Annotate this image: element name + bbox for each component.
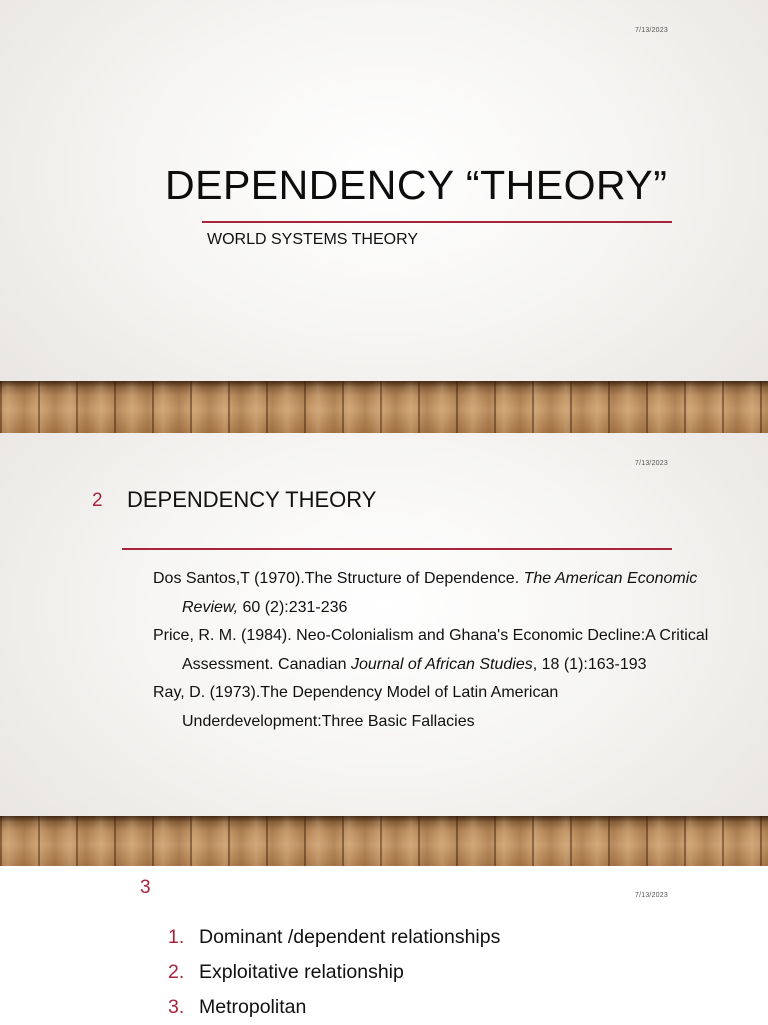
list-item-label: Metropolitan (199, 996, 307, 1018)
slide-2-number: 2 (92, 490, 103, 511)
list-item-number: 1. (168, 926, 185, 948)
reference-list (153, 565, 743, 736)
slide-3-number: 3 (140, 877, 151, 898)
list-item (168, 990, 500, 1025)
reference-item: Dos Santos,T (1970).The Structure of Dependence. The American Economic Review, 60 (2):231-236 (153, 570, 698, 616)
slide-2-title: DEPENDENCY THEORY (127, 487, 377, 512)
slide-1-background (0, 0, 768, 433)
slide-1-title-rule (202, 221, 672, 223)
slide-1-date: 7/13/2023 (635, 27, 668, 34)
list-item (168, 955, 500, 990)
list-item-label: Exploitative relationship (199, 961, 404, 983)
slide-2-title-rule (122, 548, 672, 550)
list-item (168, 920, 500, 955)
slide-3-list (168, 920, 500, 1025)
slide-1-title: DEPENDENCY “THEORY” (165, 162, 668, 208)
list-item-number: 2. (168, 961, 185, 983)
slide-1-wood-floor (0, 381, 768, 433)
slide-2-date: 7/13/2023 (635, 460, 668, 467)
slide-1 (0, 0, 768, 433)
list-item-label: Dominant /dependent relationships (199, 926, 501, 948)
slide-2-wood-floor (0, 816, 768, 866)
reference-item: Price, R. M. (1984). Neo-Colonialism and Ghana's Economic Decline:A Critical Assessment. Canadian Journal of African Studies, 18 (1):163-193 (153, 627, 709, 673)
slide-3-date: 7/13/2023 (635, 892, 668, 899)
slide-1-subtitle: WORLD SYSTEMS THEORY (207, 231, 418, 248)
list-item-number: 3. (168, 996, 185, 1018)
reference-item: Ray, D. (1973).The Dependency Model of Latin American Underdevelopment:Three Basic Fallacies (153, 684, 559, 730)
